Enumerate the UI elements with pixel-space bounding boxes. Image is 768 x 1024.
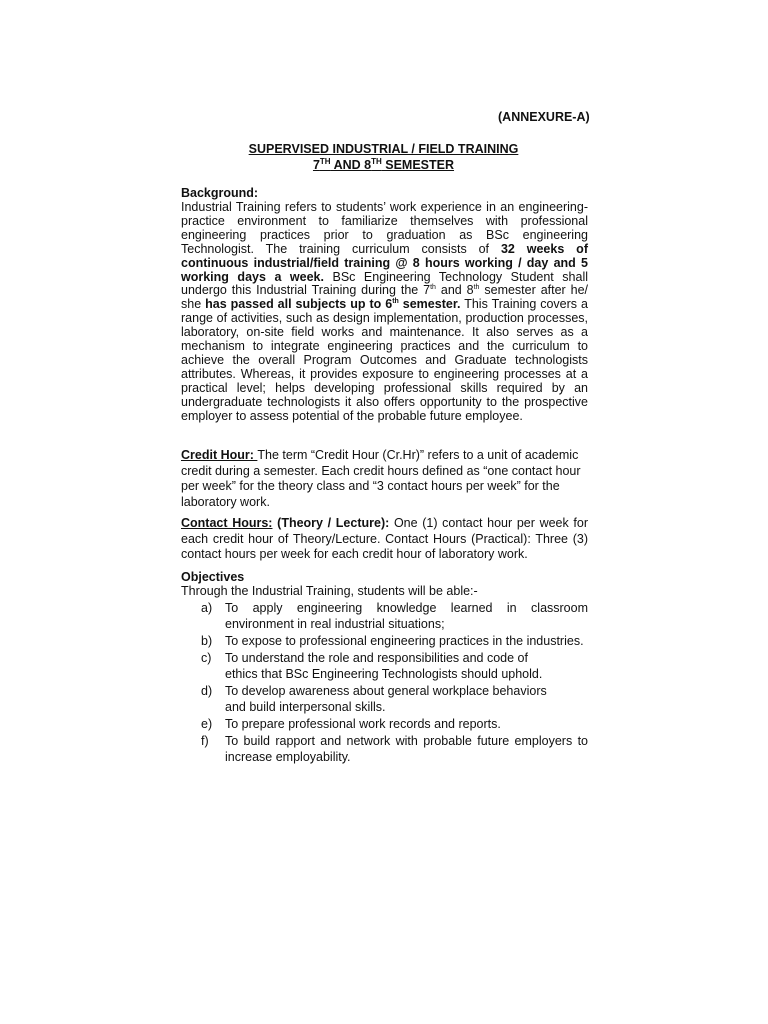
annexure-label: (ANNEXURE-A) (498, 110, 590, 124)
title-sup-th-2: TH (371, 156, 382, 166)
list-item-text: To build rapport and network with probable future employers to increase employability. (225, 734, 588, 764)
title-semester: SEMESTER (381, 158, 455, 172)
list-item-text: To understand the role and responsibilities and code of ethics that BSc Engineering Technologists should uphold. (225, 651, 543, 681)
credit-hour-paragraph (181, 448, 588, 510)
bg-text-4: semester after he/ she (181, 283, 588, 312)
list-marker: e) (201, 717, 213, 731)
bg-bold-sup: th (392, 298, 399, 306)
contact-hours-text: One (1) contact hour per week for each credit hour of Theory/Lecture. Contact Hours (Practical): Three (3) contact hours per week for each credit hour of laboratory work. (181, 516, 589, 561)
contact-hours-paragraph (181, 516, 588, 563)
list-item (201, 716, 588, 732)
list-item (201, 683, 588, 715)
list-marker: d) (201, 684, 213, 698)
title-line-2 (313, 158, 454, 172)
background-heading: Background: (181, 186, 259, 200)
title-line-1: SUPERVISED INDUSTRIAL / FIELD TRAINING (248, 142, 519, 156)
background-paragraph (181, 201, 588, 424)
credit-hour-text: The term “Credit Hour (Cr.Hr)” refers to a unit of academic credit during a semester. Each credit hours defined as “one contact hour per week” for the theory class and “3 contact hours per week” for the laboratory work. (181, 448, 581, 509)
list-marker: a) (201, 601, 213, 615)
bg-sup-1: th (430, 284, 436, 292)
list-item-text: To develop awareness about general workplace behaviors and build interpersonal skills. (225, 684, 547, 714)
list-item (201, 650, 588, 682)
contact-hours-label: Contact Hours: (181, 516, 273, 530)
document-title (181, 141, 586, 173)
bg-text-2: BSc Engineering Technology Student shall undergo this Industrial Training during the 7 (181, 269, 588, 298)
objectives-heading: Objectives (181, 570, 245, 584)
objectives-intro: Through the Industrial Training, students will be able:- (181, 584, 478, 598)
list-item-text: To apply engineering knowledge learned in classroom environment in real industrial situations; (225, 601, 588, 631)
credit-hour-label: Credit Hour: (181, 448, 258, 462)
list-item (201, 600, 588, 632)
objectives-list (201, 600, 588, 766)
bg-bold-2: has passed all subjects up to 6 (205, 297, 393, 312)
bg-bold-1: 32 weeks of continuous industrial/field training @ 8 hours working / day and 5 working days a week. (181, 241, 588, 284)
title-7: 7 (312, 158, 320, 172)
bg-sup-2: th (473, 284, 480, 292)
contact-hours-sublabel: (Theory / Lecture): (272, 516, 390, 530)
list-item (201, 633, 588, 649)
list-marker: c) (201, 651, 212, 665)
list-item-text: To expose to professional engineering practices in the industries. (225, 634, 584, 648)
list-marker: f) (201, 734, 209, 748)
bg-text-1: Industrial Training refers to students’ work experience in an engineering-practice environment to familiarize themselves with professional engineering practices prior to graduation as BSc engineering Technologist. The training curriculum consists of (181, 200, 588, 256)
list-marker: b) (201, 634, 213, 648)
bg-bold-3: semester. (398, 297, 461, 312)
bg-text-5: This Training covers a range of activities, such as design implementation, production processes, laboratory, on-site field works and maintenance. It also serves as a mechanism to integrate engineering practices and the curriculum to achieve the overall Program Outcomes and Graduate technologists attributes. Whereas, it provides exposure to engineering processes at a practical level; helps developing professional skills required by an undergraduate technologists it also offers opportunity to the prospective employer to assess potential of the probable future employee. (181, 297, 588, 423)
list-item-text: To prepare professional work records and reports. (225, 717, 501, 731)
title-sup-th-1: TH (319, 156, 331, 166)
list-item (201, 733, 588, 765)
title-and-8: AND 8 (330, 158, 372, 172)
bg-text-3: and 8 (435, 283, 474, 298)
